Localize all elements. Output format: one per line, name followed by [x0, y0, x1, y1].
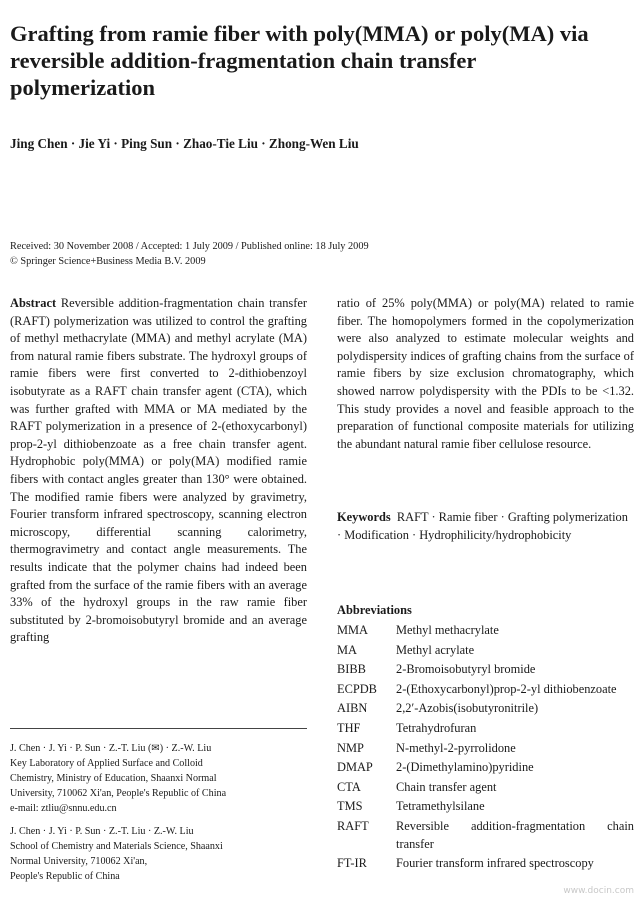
abbreviation-definition: 2-Bromoisobutyryl bromide [396, 662, 536, 677]
abbreviation-row [337, 642, 634, 660]
affiliation-email[interactable]: e-mail: ztliu@snnu.edu.cn [10, 803, 117, 814]
affiliation-block-2 [10, 824, 307, 884]
abbreviation-term: RAFT [337, 818, 369, 833]
affiliation-authors: J. Chen · J. Yi · P. Sun · Z.-T. Liu · Z.-W. Liu [10, 826, 194, 837]
abstract-label: Abstract [10, 296, 57, 310]
keywords-section [337, 509, 634, 544]
abbreviation-definition: Methyl methacrylate [396, 623, 499, 637]
affiliation-line: University, 710062 Xi'an, People's Republic of China [10, 788, 227, 799]
abbreviation-row [337, 759, 634, 777]
abbreviation-definition: Fourier transform infrared spectroscopy [396, 856, 594, 871]
abbreviation-term: TMS [337, 799, 363, 814]
paper-title: Grafting from ramie fiber with poly(MMA) or poly(MA) via reversible addition-fragmentation chain transfer polymerization [10, 21, 589, 100]
abbreviation-definition: N-methyl-2-pyrrolidone [396, 740, 516, 755]
abbreviation-term: CTA [337, 779, 361, 794]
abbreviation-term: MMA [337, 623, 368, 637]
abbreviation-definition: Reversible addition-fragmentation chain transfer [396, 818, 634, 851]
abbreviation-definition: 2,2′-Azobis(isobutyronitrile) [396, 701, 539, 716]
abbreviation-term: MA [337, 642, 357, 657]
abbreviation-definition: 2-(Ethoxycarbonyl)prop-2-yl dithiobenzoate [396, 681, 617, 696]
keywords-text: RAFT · Ramie fiber · Grafting polymerization · Modification · Hydrophilicity/hydrophobicity [337, 510, 628, 542]
abbreviation-row [337, 779, 634, 797]
affiliation-line: School of Chemistry and Materials Science, Shaanxi [10, 841, 223, 852]
affiliation-line: Normal University, 710062 Xi'an, [10, 856, 148, 867]
abbreviation-row [337, 622, 634, 640]
abbreviation-definition: Tetrahydrofuran [396, 720, 477, 735]
abbreviation-term: FT-IR [337, 856, 367, 871]
affiliation-authors: J. Chen · J. Yi · P. Sun · Z.-T. Liu (✉) · Z.-W. Liu [10, 743, 212, 754]
abbreviation-row [337, 818, 634, 853]
abbreviation-row [337, 740, 634, 758]
abbreviation-row [337, 720, 634, 738]
received-line: Received: 30 November 2008 / Accepted: 1 July 2009 / Published online: 18 July 2009 [10, 241, 369, 252]
abbreviation-term: THF [337, 720, 361, 735]
abbreviation-row [337, 700, 634, 718]
affiliation-line: Key Laboratory of Applied Surface and Colloid [10, 758, 203, 769]
abbreviation-row [337, 798, 634, 816]
watermark: www.docin.com [563, 886, 634, 896]
publication-dates [10, 239, 620, 269]
affiliation-line: People's Republic of China [10, 871, 120, 882]
abbreviation-definition: 2-(Dimethylamino)pyridine [396, 760, 534, 775]
abbreviation-term: NMP [337, 740, 364, 755]
abstract-right-column: ratio of 25% poly(MMA) or poly(MA) related to ramie fiber. The homopolymers formed in the copolymerization were also analyzed to estimate molecular weights and polydispersity indices of grafting chains from the surface of ramie fibers by size exclusion chromatography, which showed narrow polydispersity with the PDIs to be <1.32. This study provides a novel and feasible approach to the preparation of functional composite materials for utilizing the abundant natural ramie fiber cellulose resource. [337, 296, 634, 451]
keywords-label: Keywords [337, 510, 391, 524]
abbreviation-term: BIBB [337, 662, 366, 677]
abbreviation-row [337, 661, 634, 679]
affiliation-block-1 [10, 741, 307, 816]
abstract-text-left: Reversible addition-fragmentation chain transfer (RAFT) polymerization was utilized to control the grafting of methyl methacrylate (MMA) and methyl acrylate (MA) from natural ramie fibers substrate. The hydroxyl groups of ramie fibers were first converted to 2-dithiobenzoyl isobutyrate as a RAFT chain transfer agent (CTA), which was further grafted with MMA or MA mediated by the RAFT polymerization in a presence of 2-(ethoxycarbonyl) prop-2-yl dithiobenzoate as a free chain transfer agent. Hydrophobic poly(MMA) or poly(MA) modified ramie fibers with contact angles greater than 130° were obtained. The modified ramie fibers were analyzed by gravimetry, Fourier transform infrared spectroscopy, scanning electron microscopy, differential scanning calorimetry, thermogravimetry and contact angle measurements. The results indicate that the polymer chains had indeed been grafted from the surface of the ramie fibers with an average 33% of the hydroxyl groups in the raw ramie fiber substituted by 2-bromoisobutyryl bromide and an average grafting [10, 296, 307, 645]
abbreviation-term: AIBN [337, 701, 368, 716]
abbreviation-row [337, 681, 634, 699]
abbreviation-row [337, 855, 634, 873]
author-list: Jing Chen · Jie Yi · Ping Sun · Zhao-Tie Liu · Zhong-Wen Liu [10, 136, 359, 151]
copyright-line: © Springer Science+Business Media B.V. 2009 [10, 256, 206, 267]
affiliation-separator [10, 728, 307, 729]
abstract-left-column [10, 295, 307, 647]
abbreviations-list [337, 622, 634, 875]
abbreviations-heading: Abbreviations [337, 603, 412, 617]
abbreviation-definition: Tetramethylsilane [396, 799, 485, 814]
abbreviation-definition: Chain transfer agent [396, 779, 497, 794]
abbreviation-term: DMAP [337, 760, 373, 775]
abbreviation-definition: Methyl acrylate [396, 642, 475, 657]
abbreviation-term: ECPDB [337, 681, 377, 696]
affiliation-line: Chemistry, Ministry of Education, Shaanxi Normal [10, 773, 217, 784]
